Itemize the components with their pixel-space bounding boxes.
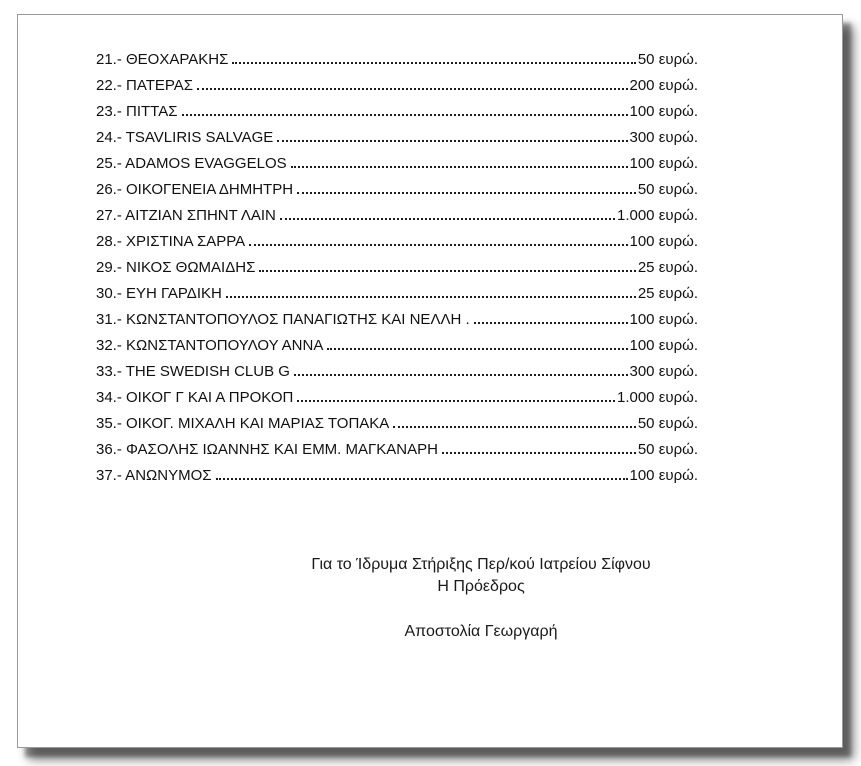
dotted-leader <box>249 243 627 246</box>
dotted-leader <box>297 399 615 402</box>
donation-list <box>96 47 698 489</box>
donation-amount: 50 ευρώ. <box>637 51 698 68</box>
donation-amount: 100 ευρώ. <box>629 337 698 354</box>
donation-row <box>96 411 698 437</box>
donor-name: 33.- THE SWEDISH CLUB G <box>96 363 290 380</box>
donor-name: 36.- ΦΑΣΟΛΗΣ ΙΩΑΝΝΗΣ ΚΑΙ ΕΜΜ. ΜΑΓΚΑΝΑΡΗ <box>96 441 438 458</box>
dotted-leader <box>280 217 615 220</box>
donation-amount: 1.000 ευρώ. <box>616 389 698 406</box>
donor-name: 31.- ΚΩΝΣΤΑΝΤΟΠΟΥΛΟΣ ΠΑΝΑΓΙΩΤΗΣ ΚΑΙ ΝΕΛΛΗ . <box>96 311 470 328</box>
donation-amount: 50 ευρώ. <box>637 181 698 198</box>
donation-row <box>96 333 698 359</box>
donation-row <box>96 385 698 411</box>
signature-role-line: Η Πρόεδρος <box>437 578 525 595</box>
donor-name: 25.- ADAMOS EVAGGELOS <box>96 155 287 172</box>
donor-name: 32.- ΚΩΝΣΤΑΝΤΟΠΟΥΛΟΥ ΑΝΝΑ <box>96 337 324 354</box>
page-sheet <box>17 14 843 748</box>
donor-name: 23.- ΠΙΤΤΑΣ <box>96 103 178 120</box>
dotted-leader <box>182 113 628 116</box>
dotted-leader <box>297 191 636 194</box>
donation-row <box>96 177 698 203</box>
donation-row <box>96 125 698 151</box>
donation-amount: 300 ευρώ. <box>629 363 698 380</box>
donation-amount: 300 ευρώ. <box>629 129 698 146</box>
dotted-leader <box>393 425 636 428</box>
donor-name: 27.- ΑΙΤΖΙΑΝ ΣΠΗΝΤ ΛΑΙΝ <box>96 207 276 224</box>
donor-name: 28.- ΧΡΙΣΤΙΝΑ ΣΑΡΡΑ <box>96 233 246 250</box>
donation-row <box>96 255 698 281</box>
donation-row <box>96 47 698 73</box>
donor-name: 26.- ΟΙΚΟΓΕΝΕΙΑ ΔΗΜΗΤΡΗ <box>96 181 294 198</box>
dotted-leader <box>232 61 635 64</box>
dotted-leader <box>442 451 636 454</box>
donor-name: 34.- ΟΙΚΟΓ Γ ΚΑΙ Α ΠΡΟΚΟΠ <box>96 389 294 406</box>
donation-amount: 100 ευρώ. <box>629 155 698 172</box>
donation-row <box>96 463 698 489</box>
dotted-leader <box>197 87 627 90</box>
donation-amount: 25 ευρώ. <box>637 259 698 276</box>
signature-org-line: Για το Ίδρυμα Στήριξης Περ/κού Ιατρείου Σίφνου <box>311 556 651 573</box>
donation-row <box>96 359 698 385</box>
dotted-leader <box>259 269 636 272</box>
dotted-leader <box>294 373 628 376</box>
donation-row <box>96 281 698 307</box>
donation-amount: 25 ευρώ. <box>637 285 698 302</box>
signatory-name: Αποστολία Γεωργαρή <box>404 623 558 640</box>
donor-name: 35.- ΟΙΚΟΓ. ΜΙΧΑΛΗ ΚΑΙ ΜΑΡΙΑΣ ΤΟΠΑΚΑ <box>96 415 390 432</box>
donation-amount: 100 ευρώ. <box>629 103 698 120</box>
donation-row <box>96 307 698 333</box>
donation-amount: 100 ευρώ. <box>629 311 698 328</box>
donation-row <box>96 151 698 177</box>
donor-name: 30.- ΕΥΗ ΓΑΡΔΙΚΗ <box>96 285 222 302</box>
donation-row <box>96 229 698 255</box>
dotted-leader <box>226 295 636 298</box>
donation-row <box>96 73 698 99</box>
donation-amount: 100 ευρώ. <box>629 233 698 250</box>
donation-amount: 1.000 ευρώ. <box>616 207 698 224</box>
donor-name: 21.- ΘΕΟΧΑΡΑΚΗΣ <box>96 51 229 68</box>
signature-block <box>163 554 799 643</box>
dotted-leader <box>291 165 628 168</box>
donation-amount: 100 ευρώ. <box>629 467 698 484</box>
dotted-leader <box>474 321 628 324</box>
donor-name: 37.- ΑΝΩΝΥΜΟΣ <box>96 467 212 484</box>
donor-name: 22.- ΠΑΤΕΡΑΣ <box>96 77 194 94</box>
donation-row <box>96 437 698 463</box>
dotted-leader <box>216 477 628 480</box>
donor-name: 29.- ΝΙΚΟΣ ΘΩΜΑΙΔΗΣ <box>96 259 256 276</box>
donation-row <box>96 203 698 229</box>
donor-name: 24.- TSAVLIRIS SALVAGE <box>96 129 274 146</box>
donation-amount: 50 ευρώ. <box>637 441 698 458</box>
donation-amount: 200 ευρώ. <box>629 77 698 94</box>
donation-amount: 50 ευρώ. <box>637 415 698 432</box>
donation-row <box>96 99 698 125</box>
dotted-leader <box>327 347 627 350</box>
dotted-leader <box>277 139 627 142</box>
